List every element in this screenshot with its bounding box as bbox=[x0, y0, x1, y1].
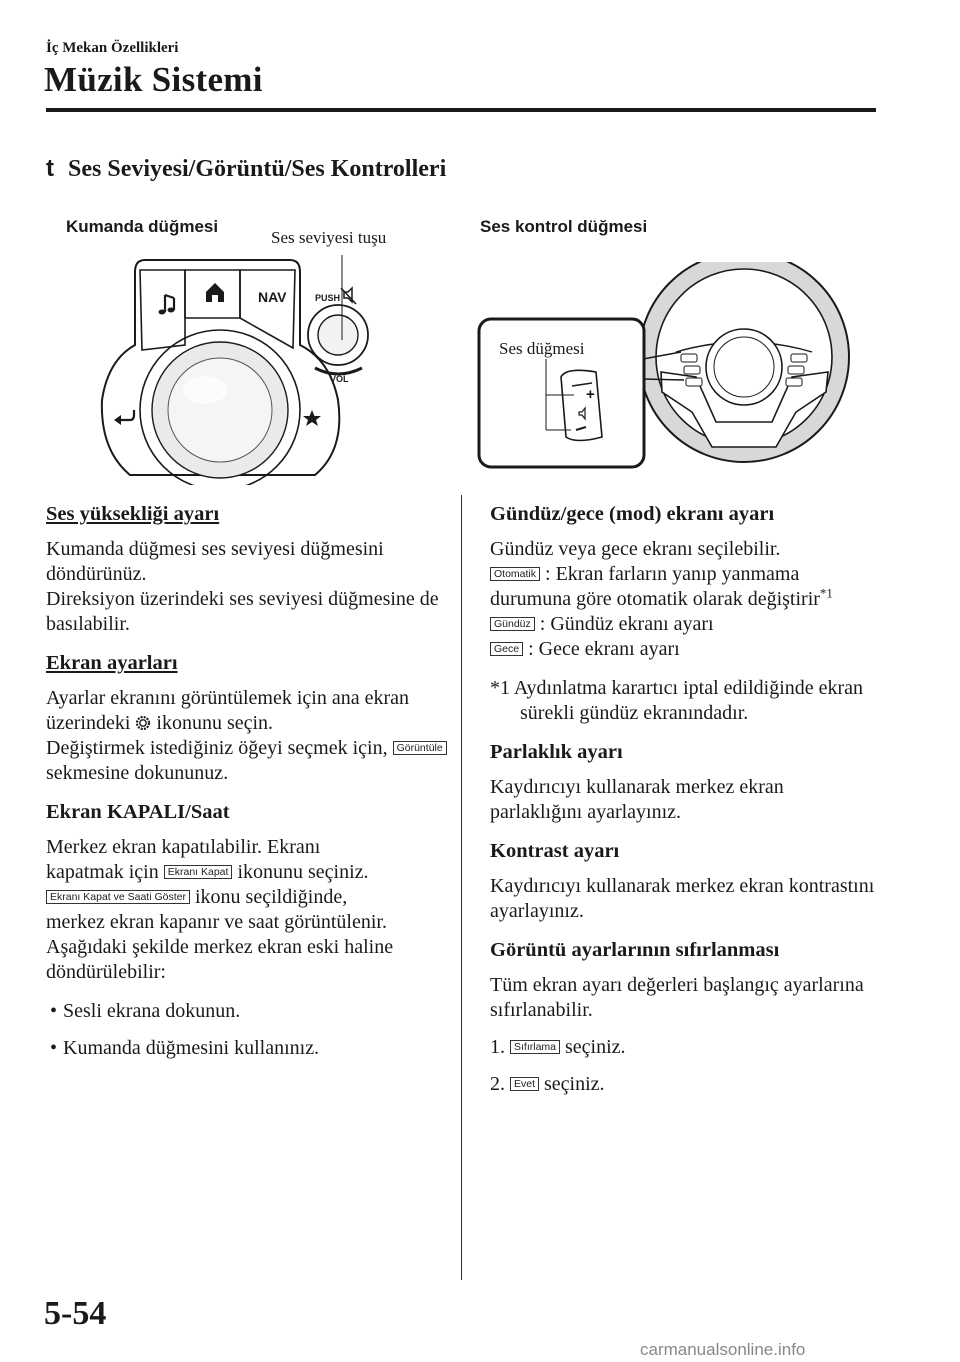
display-paragraph-2 bbox=[46, 736, 451, 786]
footnote bbox=[490, 676, 875, 726]
volume-heading: Ses yüksekliği ayarı bbox=[46, 503, 220, 525]
screen-off-paragraph-1: Merkez ekran kapatılabilir. Ekranı bbox=[46, 836, 321, 858]
day-button[interactable]: Gündüz bbox=[490, 617, 535, 631]
screen-off-button[interactable]: Ekranı Kapat bbox=[164, 865, 233, 879]
commander-label: Kumanda düğmesi bbox=[66, 217, 219, 236]
volume-plus-icon: + bbox=[586, 386, 595, 403]
screen-off-heading: Ekran KAPALI/Saat bbox=[46, 801, 230, 823]
brightness-paragraph: Kaydırıcıyı kullanarak merkez ekran parlaklığını ayarlayınız. bbox=[490, 776, 784, 823]
auto-footnote-ref: *1 bbox=[819, 585, 833, 601]
volume-key-label: Ses seviyesi tuşu bbox=[271, 228, 387, 247]
night-mode-row bbox=[490, 637, 875, 662]
reset-heading: Görüntü ayarlarının sıfırlanması bbox=[490, 939, 780, 961]
back-arrow-icon bbox=[114, 410, 134, 425]
daynight-heading: Gündüz/gece (mod) ekranı ayarı bbox=[490, 503, 775, 525]
steering-wheel-illustration bbox=[476, 262, 876, 477]
display-paragraph-1 bbox=[46, 686, 451, 736]
commander-switch-illustration bbox=[90, 250, 390, 485]
footnote-mark: *1 bbox=[490, 677, 510, 699]
auto-text: : Ekran farların yanıp yanmama durumuna göre otomatik olarak değiştirir bbox=[490, 563, 820, 610]
mute-speaker-icon bbox=[341, 288, 356, 304]
step-2 bbox=[490, 1072, 875, 1097]
day-mode-row bbox=[490, 612, 875, 637]
section-heading bbox=[46, 155, 446, 183]
reset-paragraph: Tüm ekran ayarı değerleri başlangıç ayarlarına sıfırlanabilir. bbox=[490, 974, 864, 1021]
night-button[interactable]: Gece bbox=[490, 642, 523, 656]
auto-button[interactable]: Otomatik bbox=[490, 567, 540, 581]
step-2-text: seçiniz. bbox=[544, 1073, 605, 1095]
screen-off-paragraph-4: merkez ekran kapanır ve saat görüntülenir. bbox=[46, 911, 387, 933]
section-marker: t bbox=[46, 155, 54, 182]
music-note-icon bbox=[159, 295, 175, 315]
volume-paragraph-2: Direksiyon üzerindeki ses seviyesi düğmesine de basılabilir. bbox=[46, 588, 439, 635]
display-p1-text-a: Ayarlar ekranını görüntülemek için ana ekran üzerindeki bbox=[46, 687, 410, 734]
bullet-item bbox=[46, 1036, 451, 1061]
bullet-item bbox=[46, 999, 451, 1024]
bullet-text: Sesli ekrana dokunun. bbox=[63, 1000, 241, 1022]
screen-off-paragraph-2 bbox=[46, 860, 451, 885]
step-2-number: 2. bbox=[490, 1073, 505, 1095]
display-p2-text-b: sekmesine dokununuz. bbox=[46, 762, 229, 784]
home-icon bbox=[206, 283, 224, 302]
section-title: Ses Seviyesi/Görüntü/Ses Kontrolleri bbox=[68, 156, 447, 182]
bullet-marker: • bbox=[50, 1000, 58, 1022]
display-tab-button[interactable]: Görüntüle bbox=[393, 741, 447, 755]
daynight-paragraph: Gündüz veya gece ekranı seçilebilir. bbox=[490, 538, 781, 560]
volume-button-label: Ses düğmesi bbox=[499, 339, 585, 358]
right-column bbox=[490, 502, 875, 1097]
audio-control-label: Ses kontrol düğmesi bbox=[480, 217, 648, 236]
brightness-heading: Parlaklık ayarı bbox=[490, 741, 623, 763]
nav-button bbox=[240, 270, 295, 348]
off-p3-text-a: ikonu seçildiğinde, bbox=[195, 886, 348, 908]
breadcrumb: İç Mekan Özellikleri bbox=[46, 40, 179, 56]
chapter-title: Müzik Sistemi bbox=[44, 60, 263, 99]
reset-button[interactable]: Sıfırlama bbox=[510, 1040, 560, 1054]
screen-off-paragraph-5: Aşağıdaki şekilde merkez ekran eski haline döndürülebilir: bbox=[46, 936, 394, 983]
step-1-number: 1. bbox=[490, 1036, 505, 1058]
day-text: : Gündüz ekranı ayarı bbox=[539, 613, 714, 635]
left-column bbox=[46, 502, 451, 1061]
display-p1-text-b: ikonunu seçin. bbox=[156, 712, 274, 734]
step-1-text: seçiniz. bbox=[565, 1036, 626, 1058]
column-divider bbox=[461, 495, 462, 1280]
nav-text: NAV bbox=[258, 289, 287, 305]
off-p2-text-b: ikonunu seçiniz. bbox=[237, 861, 369, 883]
bullet-marker: • bbox=[50, 1037, 58, 1059]
contrast-paragraph: Kaydırıcıyı kullanarak merkez ekran kontrastını ayarlayınız. bbox=[490, 875, 875, 922]
push-text: PUSH bbox=[315, 293, 341, 303]
vol-text: VOL bbox=[330, 374, 349, 384]
contrast-heading: Kontrast ayarı bbox=[490, 840, 620, 862]
screen-off-clock-button[interactable]: Ekranı Kapat ve Saati Göster bbox=[46, 890, 190, 904]
settings-gear-icon bbox=[135, 715, 151, 731]
off-p2-text-a: kapatmak için bbox=[46, 861, 159, 883]
display-heading: Ekran ayarları bbox=[46, 652, 178, 674]
watermark: carmanualsonline.info bbox=[640, 1340, 806, 1359]
auto-mode-row bbox=[490, 562, 875, 612]
favorites-star-icon bbox=[303, 410, 321, 426]
footnote-text: Aydınlatma karartıcı iptal edildiğinde ekran sürekli gündüz ekranındadır. bbox=[513, 677, 864, 724]
yes-button[interactable]: Evet bbox=[510, 1077, 539, 1091]
step-1 bbox=[490, 1035, 875, 1060]
screen-off-paragraph-3 bbox=[46, 885, 451, 910]
volume-paragraph-1: Kumanda düğmesi ses seviyesi düğmesini döndürünüz. bbox=[46, 538, 384, 585]
display-p2-text-a: Değiştirmek istediğiniz öğeyi seçmek için, bbox=[46, 737, 388, 759]
bullet-text: Kumanda düğmesini kullanınız. bbox=[63, 1037, 320, 1059]
page-number: 5-54 bbox=[44, 1295, 107, 1332]
title-rule bbox=[46, 108, 876, 112]
night-text: : Gece ekranı ayarı bbox=[528, 638, 680, 660]
